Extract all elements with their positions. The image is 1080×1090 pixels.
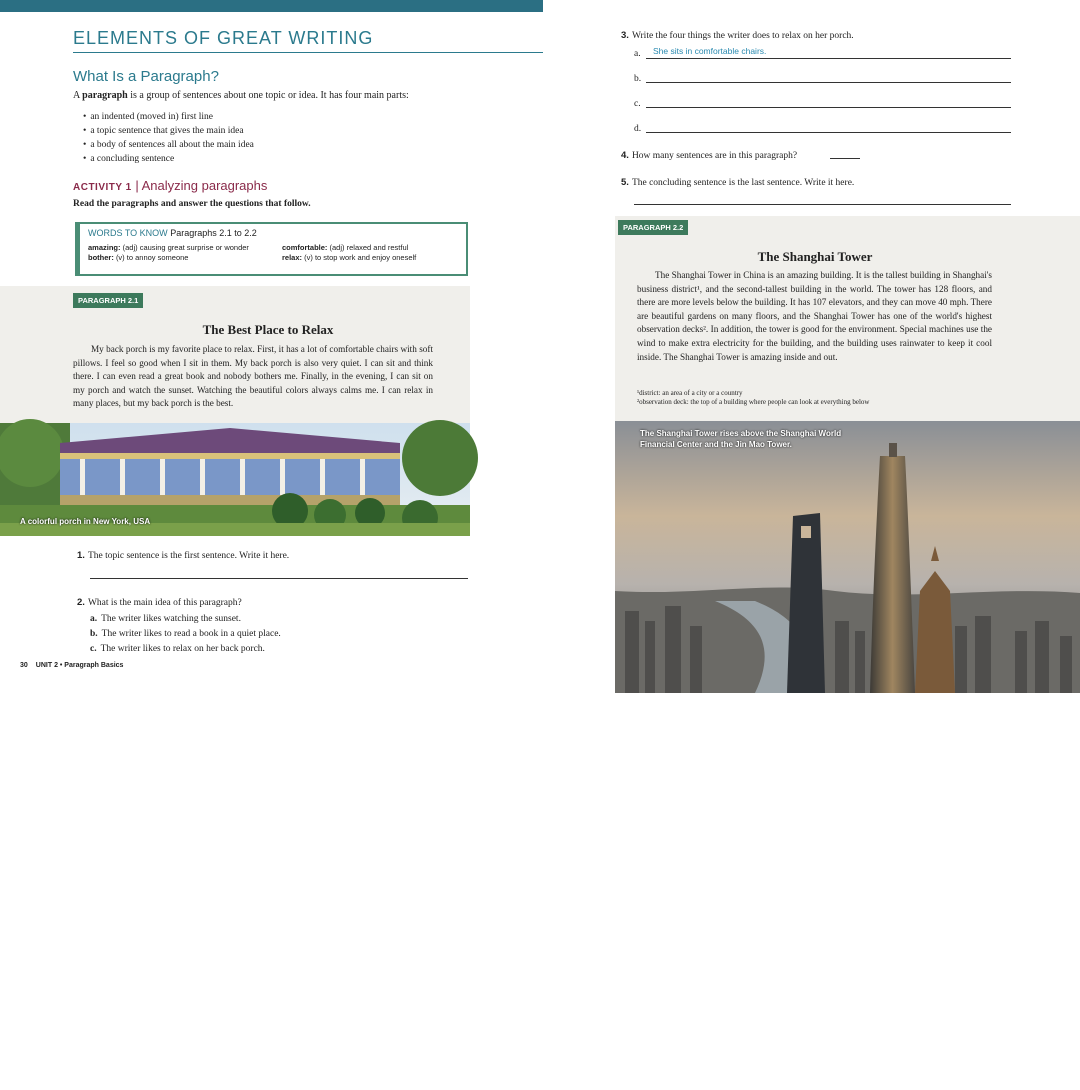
question-number: 1.	[77, 550, 85, 561]
paragraph-2-1-box	[0, 286, 470, 424]
list-item: • a body of sentences all about the main idea	[83, 138, 254, 152]
question-number: 5.	[621, 177, 629, 188]
activity-heading	[73, 178, 267, 193]
option-letter: b.	[90, 629, 98, 639]
option-letter: c.	[90, 644, 97, 654]
list-item: • a topic sentence that gives the main idea	[83, 124, 254, 138]
activity-label: ACTIVITY 1	[73, 182, 132, 193]
wtk-word: relax:	[282, 253, 303, 262]
wtk-ref: Paragraphs 2.1 to 2.2	[170, 228, 257, 238]
wtk-item	[88, 253, 282, 262]
left-footer	[20, 662, 131, 669]
option-text: The writer likes watching the sunset.	[101, 614, 241, 624]
q3-letter-d: d.	[634, 124, 642, 134]
option-letter: a.	[90, 614, 98, 624]
paragraph-parts-list	[83, 110, 254, 166]
paragraph-tag: PARAGRAPH 2.2	[618, 220, 688, 235]
shanghai-photo	[615, 421, 1080, 1090]
answer-line[interactable]	[830, 158, 860, 159]
question-2	[77, 597, 242, 608]
question-number: 3.	[621, 30, 629, 41]
heading-what-is-paragraph: What Is a Paragraph?	[73, 68, 219, 85]
wtk-def: (v) to stop work and enjoy oneself	[304, 253, 417, 262]
question-text: The topic sentence is the first sentence. Write it here.	[87, 551, 290, 561]
question-4	[621, 150, 797, 161]
wtk-header	[88, 228, 458, 238]
shanghai-image	[615, 421, 1080, 693]
list-item: • an indented (moved in) first line	[83, 110, 254, 124]
option-c[interactable]	[90, 644, 265, 654]
q3-letter-c: c.	[634, 99, 641, 109]
question-text: The concluding sentence is the last sentence. Write it here.	[631, 178, 855, 188]
paragraph-body: My back porch is my favorite place to relax. First, it has a lot of comfortable chairs with soft pillows. I feel so good when I sit in them. My back porch is also very quiet. I can sit and think there. I can even read a great book and nobody bothers me. Finally, in the evening, I can sit on my porch and watch the sunset. Watching the beautiful colors always calms me. I can relax in many places, but my back porch is the best.	[73, 344, 433, 409]
list-item: • a concluding sentence	[83, 152, 254, 166]
q3-answer-a[interactable]: She sits in comfortable chairs.	[653, 46, 767, 56]
words-to-know-box	[75, 222, 468, 276]
option-text: The writer likes to read a book in a quiet place.	[101, 629, 281, 639]
footnote: ¹district: an area of a city or a country	[637, 389, 743, 397]
right-page	[543, 0, 1080, 1090]
answer-line[interactable]	[646, 107, 1011, 108]
question-5	[621, 177, 854, 188]
page-number: 31	[1052, 1083, 1060, 1090]
option-a[interactable]	[90, 614, 241, 624]
wtk-word: bother:	[88, 253, 114, 262]
shanghai-caption: The Shanghai Tower rises above the Shanghai World Financial Center and the Jin Mao Tower.	[640, 429, 842, 449]
answer-line[interactable]	[90, 578, 468, 579]
activity-instruction: Read the paragraphs and answer the questions that follow.	[73, 199, 311, 209]
intro-pre: A	[73, 90, 83, 101]
left-page	[0, 0, 543, 693]
intro-post: is a group of sentences about one topic or idea. It has four main parts:	[127, 90, 409, 101]
question-text: What is the main idea of this paragraph?	[87, 598, 242, 608]
question-number: 2.	[77, 597, 85, 608]
wtk-def: (v) to annoy someone	[115, 253, 189, 262]
q3-letter-a: a.	[634, 49, 641, 59]
page-number: 30	[20, 662, 28, 669]
activity-separator: |	[135, 178, 142, 193]
paragraph-2-2-box	[615, 216, 1080, 421]
intro-bold: paragraph	[82, 90, 128, 101]
footnote: ²observation deck: the top of a building where people can look at everything below	[637, 398, 870, 406]
paragraph-title: The Shanghai Tower	[757, 249, 873, 264]
paragraph-title: The Best Place to Relax	[202, 322, 334, 337]
question-number: 4.	[621, 150, 629, 161]
wtk-def: (adj) causing great surprise or wonder	[122, 243, 249, 252]
option-b[interactable]	[90, 629, 281, 639]
q3-letter-b: b.	[634, 74, 642, 84]
wtk-grid	[88, 243, 458, 262]
wtk-word: comfortable:	[282, 243, 328, 252]
wtk-item	[282, 253, 472, 262]
footnotes	[637, 389, 869, 407]
wtk-def: (adj) relaxed and restful	[329, 243, 409, 252]
answer-line[interactable]	[646, 58, 1011, 59]
option-text: The writer likes to relax on her back porch.	[100, 644, 265, 654]
question-3	[621, 30, 854, 41]
activity-title: Analyzing paragraphs	[141, 178, 268, 193]
unit-label: UNIT 2 • Paragraph Basics	[35, 662, 124, 669]
wtk-item	[282, 243, 472, 252]
question-text: Write the four things the writer does to relax on her porch.	[631, 31, 854, 41]
paragraph-tag: PARAGRAPH 2.1	[73, 293, 143, 308]
wtk-item	[88, 243, 282, 252]
paragraph-body: The Shanghai Tower in China is an amazing building. It is the tallest building in Shanghai's business district¹, and the second-tallest building in the world. The tower has 128 floors, and there are more levels below the building. It has 107 elevators, and they can move 40 mph. There are beautiful gardens on many floors, and the Shanghai Tower has one of the world's highest observation decks². In addition, the tower is good for the environment. Special machines use the wind to make extra electricity for the building, and the building uses rainwater to keep it cool inside. The Shanghai Tower is amazing inside and out.	[637, 270, 992, 362]
wtk-label: WORDS TO KNOW	[88, 228, 168, 238]
answer-line[interactable]	[646, 82, 1011, 83]
porch-caption: A colorful porch in New York, USA	[20, 517, 151, 526]
answer-line[interactable]	[634, 204, 1011, 205]
wtk-word: amazing:	[88, 243, 121, 252]
answer-line[interactable]	[646, 132, 1011, 133]
intro-text	[73, 90, 409, 101]
question-1	[77, 550, 289, 561]
section-title: ELEMENTS OF GREAT WRITING	[73, 28, 374, 48]
question-text: How many sentences are in this paragraph?	[631, 151, 798, 161]
porch-photo	[0, 423, 470, 536]
title-divider	[73, 52, 543, 53]
